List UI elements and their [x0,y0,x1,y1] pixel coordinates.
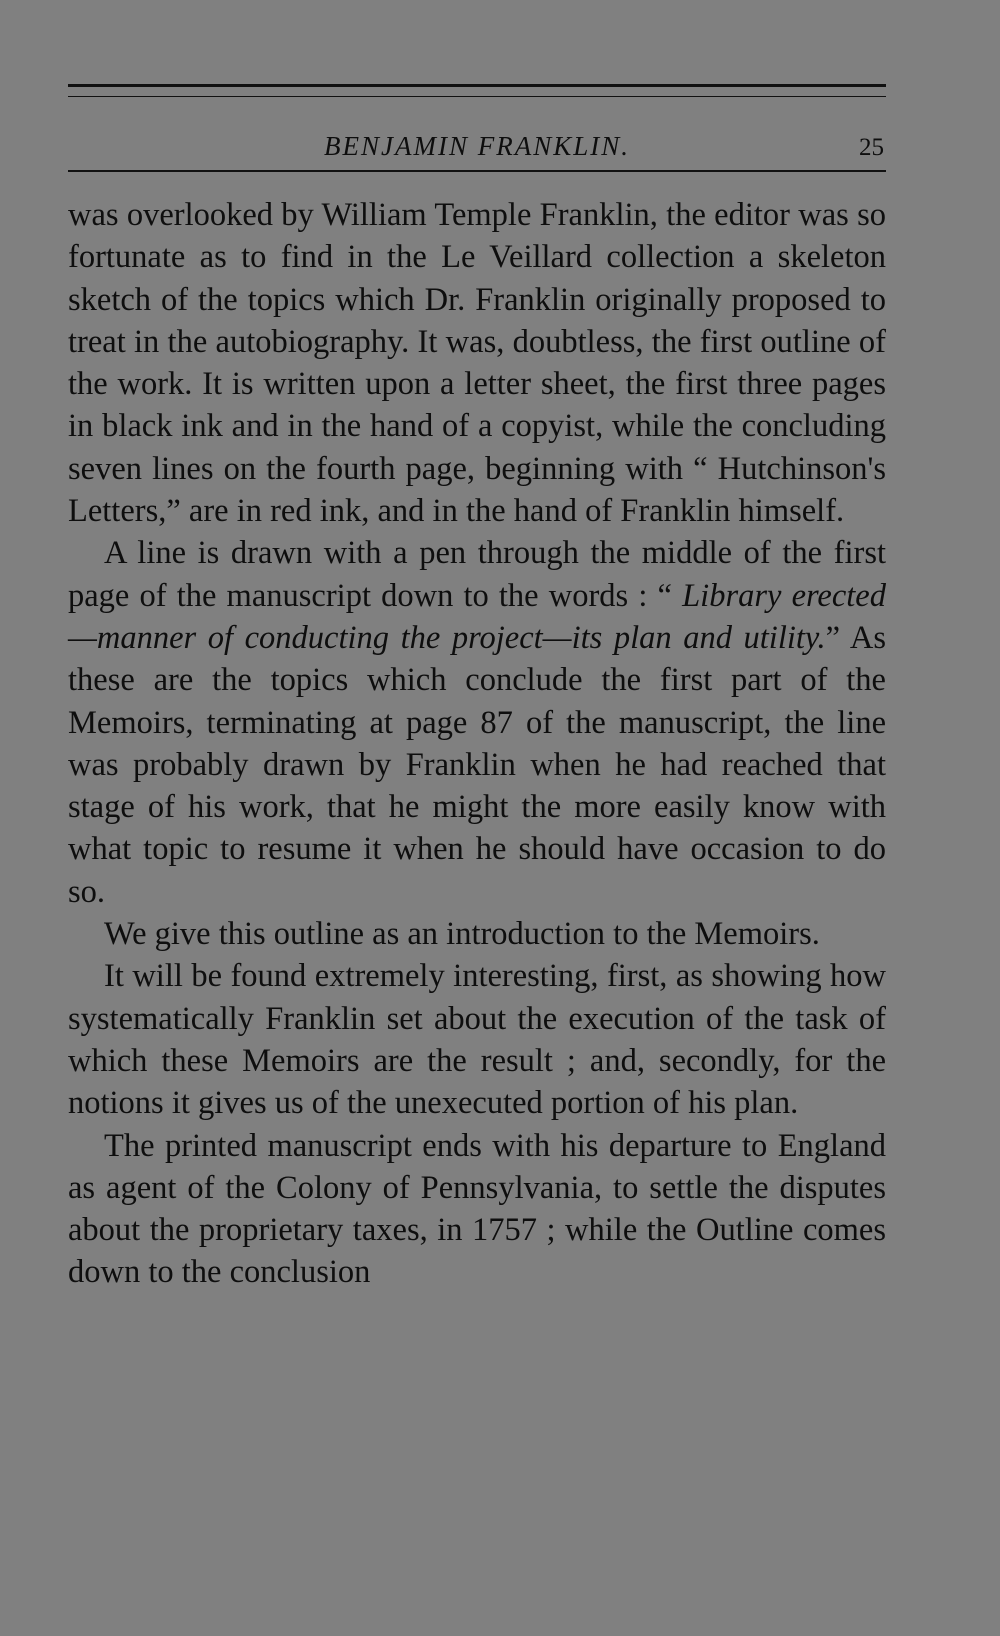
paragraph-2-rest: As these are the topics which conclude the first part of the Memoirs, terminating at page 87 of the manuscript, the line was probably drawn by Franklin when he had reached that stage of his work, that he might the more easily know with what topic to resume it when he should have occasion to do so. [68,619,886,910]
page-number: 25 [859,134,884,161]
body-text [68,194,886,1294]
paragraph-3: We give this outline as an introduction to the Memoirs. [104,916,820,953]
paragraph-1: was overlooked by William Temple Franklin, the editor was so fortunate as to find in the Le Veillard collection a skeleton sketch of the topics which Dr. Franklin originally proposed to treat in the autobiography. It was, doubtless, the first outline of the work. It is written upon a letter sheet, the first three pages in black ink and in the hand of a copyist, while the concluding seven lines on the fourth page, beginning with “ Hutchinson's Letters,” are in red ink, and in the hand of Franklin himself. [68,197,886,530]
paragraph-2-lead: A line is drawn with a pen through the middle of the first page of the manuscript down to the words : [68,535,886,614]
top-rule-thick [68,84,886,87]
quote-open-mark: “ [657,577,683,614]
paragraph-2 [68,532,886,913]
paragraph-5: The printed manuscript ends with his departure to England as agent of the Colony of Pennsylvania, to settle the disputes about the proprietary taxes, in 1757 ; while the Outline comes down to the conclusion [68,1127,886,1291]
quoted-topics: Library erected—manner of conducting the project—its plan and utility. [68,577,886,656]
header-rule [68,170,886,172]
quote-close-mark: ” [825,619,841,656]
book-page [68,84,886,1294]
page-header [68,97,886,161]
paragraph-4: It will be found extremely interesting, first, as showing how systematically Franklin set about the execution of the task of which these Memoirs are the result ; and, secondly, for the notions it gives us of the unexecuted portion of his plan. [68,958,886,1122]
running-title: BENJAMIN FRANKLIN. [324,131,630,161]
